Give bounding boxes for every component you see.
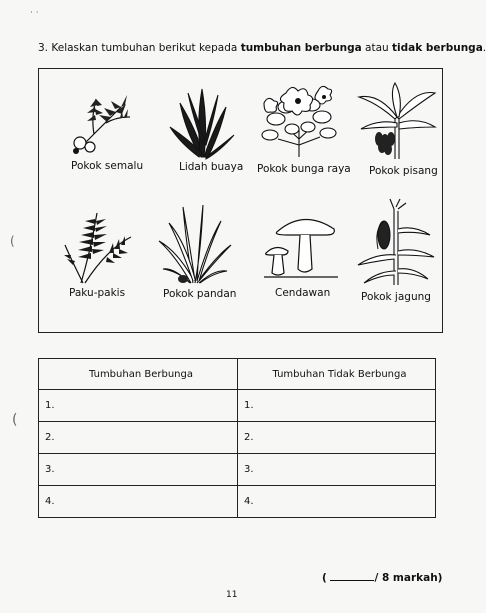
fern-plant-icon xyxy=(61,209,137,285)
question-text-start: Kelaskan tumbuhan berikut kepada xyxy=(51,42,241,54)
answer-cell-non-flowering-4[interactable]: 4. xyxy=(238,486,436,518)
plant-fern xyxy=(49,209,149,285)
plant-label-pandan: Pokok pandan xyxy=(163,288,237,300)
answer-cell-non-flowering-1[interactable]: 1. xyxy=(238,390,436,422)
answer-cell-flowering-4[interactable]: 4. xyxy=(39,486,238,518)
page-number: 11 xyxy=(226,590,238,600)
answer-cell-flowering-3[interactable]: 3. xyxy=(39,454,238,486)
table-row xyxy=(39,454,436,486)
pandan-plant-icon xyxy=(157,201,233,285)
classification-table xyxy=(38,358,436,518)
plant-images-box xyxy=(38,68,443,333)
corn-plant-icon xyxy=(354,199,436,285)
marks-text: / 8 markah) xyxy=(374,572,443,584)
aloe-vera-plant-icon xyxy=(166,83,236,159)
plant-label-mimosa: Pokok semalu xyxy=(71,160,144,172)
marks-total xyxy=(322,570,442,584)
mimosa-plant-icon xyxy=(66,87,136,157)
table-row xyxy=(39,422,436,454)
plant-label-banana: Pokok pisang xyxy=(369,165,438,177)
answer-cell-non-flowering-3[interactable]: 3. xyxy=(238,454,436,486)
plant-label-corn: Pokok jagung xyxy=(361,291,431,303)
table-row xyxy=(39,486,436,518)
plant-banana xyxy=(347,83,447,159)
plant-label-aloe: Lidah buaya xyxy=(179,161,244,173)
answer-cell-flowering-1[interactable]: 1. xyxy=(39,390,238,422)
header-flowering: Tumbuhan Berbunga xyxy=(39,359,238,390)
plant-aloe xyxy=(151,83,251,159)
marks-blank[interactable] xyxy=(330,570,374,581)
hibiscus-plant-icon xyxy=(256,79,342,159)
mushroom-icon xyxy=(264,209,338,281)
plant-mushroom xyxy=(251,209,351,281)
answer-cell-flowering-2[interactable]: 2. xyxy=(39,422,238,454)
question-number: 3. xyxy=(38,42,49,54)
banana-plant-icon xyxy=(355,83,439,159)
question-bold-flowering: tumbuhan berbunga xyxy=(240,42,362,54)
question-text-end: . xyxy=(482,42,486,54)
plant-pandan xyxy=(145,201,245,285)
table-row xyxy=(39,390,436,422)
question-text xyxy=(38,42,486,55)
marks-open-paren: ( xyxy=(322,572,327,584)
question-bold-non-flowering: tidak berbunga xyxy=(392,42,483,54)
plant-label-fern: Paku-pakis xyxy=(69,287,126,299)
plant-label-mushroom: Cendawan xyxy=(275,287,331,299)
question-text-middle: atau xyxy=(361,42,393,54)
header-non-flowering: Tumbuhan Tidak Berbunga xyxy=(238,359,436,390)
answer-cell-non-flowering-2[interactable]: 2. xyxy=(238,422,436,454)
plant-label-hibiscus: Pokok bunga raya xyxy=(257,163,351,175)
plant-mimosa xyxy=(51,87,151,157)
table-header-row xyxy=(39,359,436,390)
classification-table-container xyxy=(38,358,436,518)
plant-hibiscus xyxy=(249,79,349,159)
plant-corn xyxy=(345,199,445,285)
